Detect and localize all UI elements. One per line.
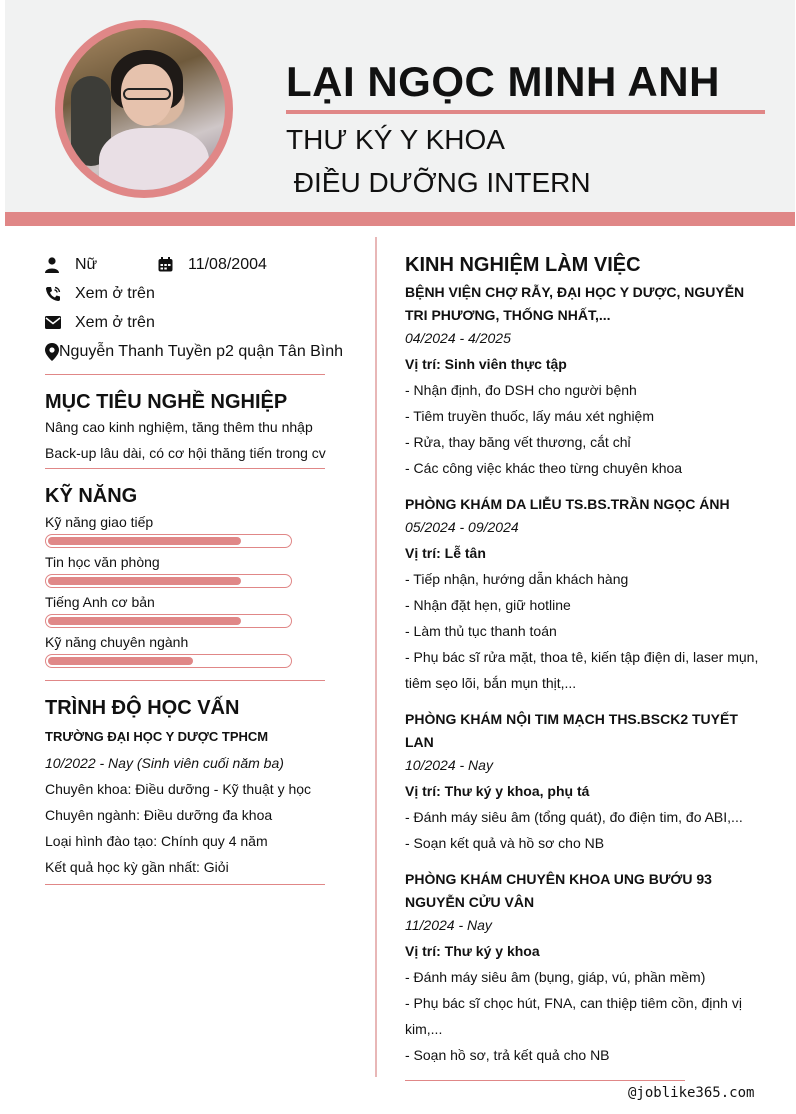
contact-row-email bbox=[45, 308, 330, 337]
job-duty: - Nhận định, đo DSH cho người bệnh bbox=[405, 382, 637, 398]
avatar bbox=[63, 28, 225, 190]
skill-bar bbox=[45, 654, 292, 668]
objective-line: Nâng cao kinh nghiệm, tăng thêm thu nhập bbox=[45, 419, 313, 435]
job-organization: PHÒNG KHÁM DA LIỄU TS.BS.TRẦN NGỌC ÁNH bbox=[405, 496, 730, 512]
job-role: Vị trí: Lễ tân bbox=[405, 545, 486, 561]
contact-row-gender bbox=[45, 250, 330, 279]
job-duty: - Phụ bác sĩ rửa mặt, thoa tê, kiến tập điện di, laser mụn, tiêm sẹo lõi, bắn mụn thịt,... bbox=[405, 649, 759, 691]
section-divider bbox=[45, 884, 325, 885]
job-organization: PHÒNG KHÁM NỘI TIM MẠCH THS.BSCK2 TUYẾT LAN bbox=[405, 711, 738, 750]
job-period: 11/2024 - Nay bbox=[405, 917, 492, 933]
skill-bar-fill bbox=[48, 537, 241, 545]
contact-row-address bbox=[45, 337, 344, 366]
jobs-list bbox=[405, 281, 770, 1068]
job-entry bbox=[405, 708, 770, 856]
skill-label: Tin học văn phòng bbox=[45, 554, 160, 570]
experience-heading: KINH NGHIỆM LÀM VIỆC bbox=[405, 254, 641, 276]
left-column bbox=[45, 250, 344, 885]
dob-group bbox=[158, 250, 267, 279]
education-heading: TRÌNH ĐỘ HỌC VẤN bbox=[45, 697, 240, 719]
job-organization: PHÒNG KHÁM CHUYÊN KHOA UNG BƯỚU 93 NGUYỄN CỬU VÂN bbox=[405, 871, 712, 910]
job-duty: - Nhận đặt hẹn, giữ hotline bbox=[405, 597, 571, 613]
job-role: Vị trí: Thư ký y khoa bbox=[405, 943, 540, 959]
skill-label: Tiếng Anh cơ bản bbox=[45, 594, 155, 610]
education-line: Loại hình đào tạo: Chính quy 4 năm bbox=[45, 833, 268, 849]
skill-label: Kỹ năng chuyên ngành bbox=[45, 634, 189, 650]
skill-bar bbox=[45, 574, 292, 588]
email-value: Xem ở trên bbox=[75, 313, 155, 331]
header-accent-bar bbox=[5, 212, 795, 226]
skills-heading: KỸ NĂNG bbox=[45, 485, 138, 507]
job-organization: BỆNH VIỆN CHỢ RẪY, ĐẠI HỌC Y DƯỢC, NGUYỄN TRI PHƯƠNG, THỐNG NHẤT,... bbox=[405, 284, 745, 323]
job-entry bbox=[405, 281, 770, 481]
skill-bar bbox=[45, 534, 292, 548]
education-period: 10/2022 - Nay (Sinh viên cuối năm ba) bbox=[45, 755, 284, 771]
education-line: Chuyên khoa: Điều dưỡng - Kỹ thuật y học bbox=[45, 781, 312, 797]
job-role: Vị trí: Sinh viên thực tập bbox=[405, 356, 567, 372]
job-period: 05/2024 - 09/2024 bbox=[405, 519, 519, 535]
job-duty: - Các công việc khác theo từng chuyên khoa bbox=[405, 460, 683, 476]
section-divider bbox=[405, 1080, 685, 1081]
job-duty: - Rửa, thay băng vết thương, cắt chỉ bbox=[405, 434, 631, 450]
job-duty: - Soạn hồ sơ, trả kết quả cho NB bbox=[405, 1047, 610, 1063]
person-icon bbox=[45, 257, 75, 273]
address-value: Nguyễn Thanh Tuyền p2 quận Tân Bình bbox=[59, 342, 344, 360]
job-duty: - Đánh máy siêu âm (tổng quát), đo điện tim, đo ABI,... bbox=[405, 809, 743, 825]
job-duty: - Đánh máy siêu âm (bụng, giáp, vú, phần mềm) bbox=[405, 969, 706, 985]
job-role: Vị trí: Thư ký y khoa, phụ tá bbox=[405, 783, 590, 799]
gender-value: Nữ bbox=[75, 255, 98, 273]
footer-credit: @joblike365.com bbox=[628, 1085, 755, 1101]
right-column bbox=[405, 254, 770, 1081]
school-name: TRƯỜNG ĐẠI HỌC Y DƯỢC TPHCM bbox=[45, 729, 269, 744]
skill-bar bbox=[45, 614, 292, 628]
skill-bar-fill bbox=[48, 657, 193, 665]
section-divider bbox=[45, 680, 325, 681]
job-period: 10/2024 - Nay bbox=[405, 757, 493, 773]
job-duty: - Phụ bác sĩ chọc hút, FNA, can thiệp tiêm cồn, định vị kim,... bbox=[405, 995, 742, 1037]
skill-bar-fill bbox=[48, 577, 241, 585]
education-line: Chuyên ngành: Điều dưỡng đa khoa bbox=[45, 807, 273, 823]
job-entry bbox=[405, 493, 770, 696]
skill-label: Kỹ năng giao tiếp bbox=[45, 514, 154, 530]
job-title-secondary: ĐIỀU DƯỠNG INTERN bbox=[286, 167, 591, 198]
section-divider bbox=[45, 374, 325, 375]
phone-icon bbox=[45, 286, 75, 302]
job-period: 04/2024 - 4/2025 bbox=[405, 330, 511, 346]
section-divider bbox=[45, 468, 325, 469]
job-entry bbox=[405, 868, 770, 1068]
contact-row-phone bbox=[45, 279, 330, 308]
candidate-name: LẠI NGỌC MINH ANH bbox=[286, 58, 720, 105]
phone-value: Xem ở trên bbox=[75, 284, 155, 302]
objective-line: Back-up lâu dài, có cơ hội thăng tiến trong cv bbox=[45, 445, 326, 461]
mail-icon bbox=[45, 316, 75, 329]
name-underline bbox=[286, 110, 765, 114]
job-duty: - Tiếp nhận, hướng dẫn khách hàng bbox=[405, 571, 629, 587]
job-title-primary: THƯ KÝ Y KHOA bbox=[286, 124, 505, 155]
skill-bar-fill bbox=[48, 617, 241, 625]
job-duty: - Tiêm truyền thuốc, lấy máu xét nghiệm bbox=[405, 408, 654, 424]
dob-value: 11/08/2004 bbox=[188, 255, 267, 273]
column-divider bbox=[375, 237, 377, 1077]
location-pin-icon bbox=[45, 343, 59, 361]
skills-list bbox=[45, 514, 330, 668]
education-line: Kết quả học kỳ gần nhất: Giỏi bbox=[45, 859, 229, 875]
objective-heading: MỤC TIÊU NGHỀ NGHIỆP bbox=[45, 391, 288, 413]
job-duty: - Làm thủ tục thanh toán bbox=[405, 623, 557, 639]
calendar-icon bbox=[158, 257, 188, 272]
job-duty: - Soạn kết quả và hồ sơ cho NB bbox=[405, 835, 605, 851]
